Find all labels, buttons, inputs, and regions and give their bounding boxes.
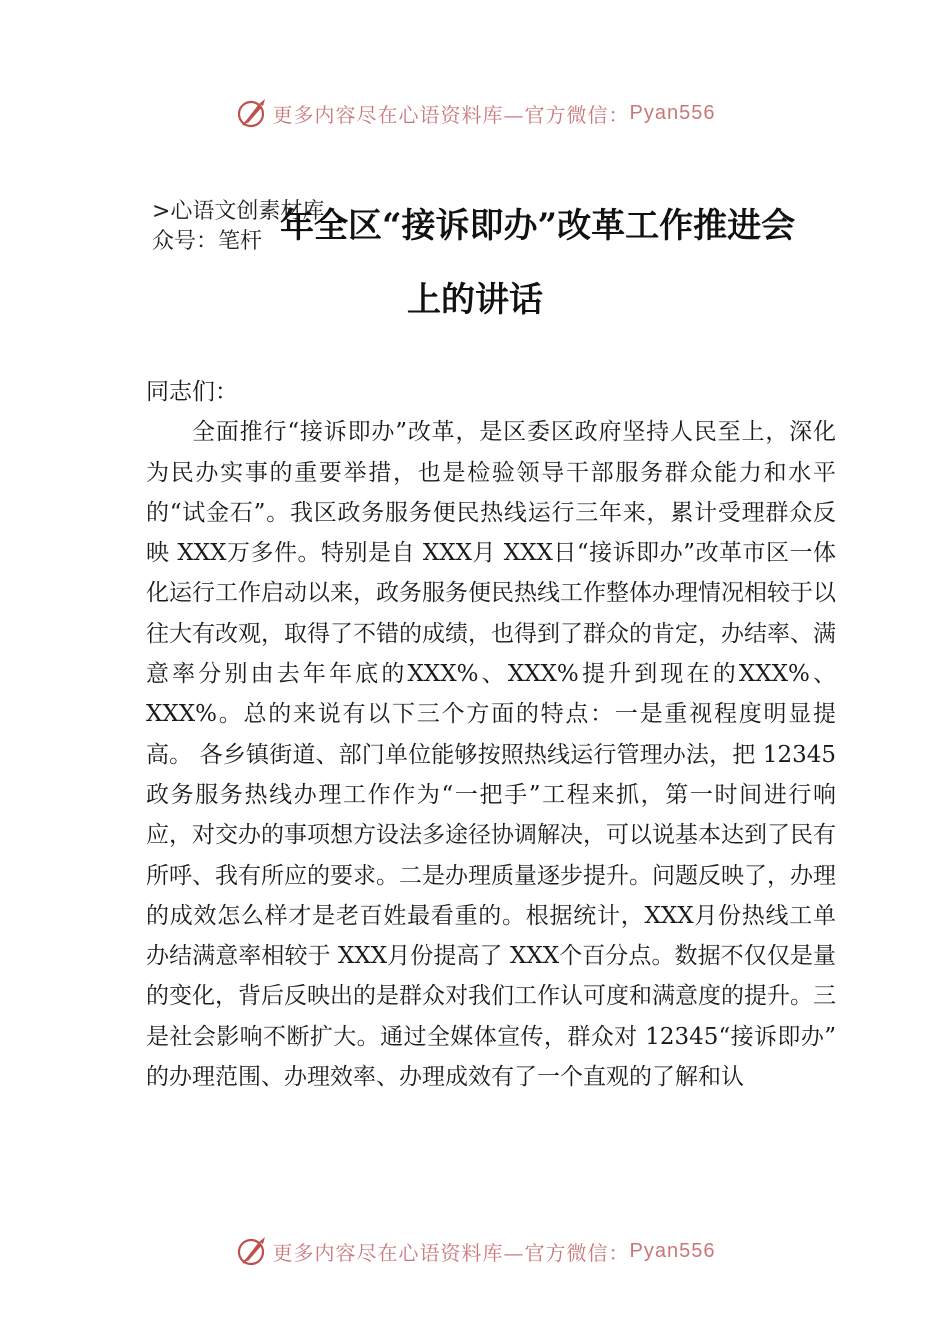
document-body — [146, 372, 836, 1097]
watermark-wechat-id: Pyan556 — [629, 1239, 716, 1262]
watermark-text: 更多内容尽在心语资料库—官方微信： — [272, 102, 630, 127]
header-watermark — [0, 96, 950, 130]
body-paragraph: 全面推行“接诉即办”改革，是区委区政府坚持人民至上，深化为民办实事的重要举措，也是检验领导干部服务群众能力和水平的“试金石”。我区政务服务便民热线运行三年来，累计受理群众反映 XXX万多件。特别是自 XXX月 XXX日“接诉即办”改革市区一体化运行工作启动以来，政务服务便民热线工作整体办理情况相较于以往大有改观，取得了不错的成绩，也得到了群众的肯定，办结率、满意率分别由去年年底的XXX%、XXX%提升到现在的XXX%、XXX%。总的来说有以下三个方面的特点：一是重视程度明显提高。 各乡镇街道、部门单位能够按照热线运行管理办法，把 12345政务服务热线办理工作作为“一把手”工程来抓，第一时间进行响应，对交办的事项想方设法多途径协调解决，可以说基本达到了民有所呼、我有所应的要求。二是办理质量逐步提升。问题反映了，办理的成效怎么样才是老百姓最看重的。根据统计，XXX月份热线工单办结满意率相较于 XXX月份提高了 XXX个百分点。数据不仅仅是量的变化，背后反映出的是群众对我们工作认可度和满意度的提升。三是社会影响不断扩大。通过全媒体宣传，群众对 12345“接诉即办” 的办理范围、办理效率、办理成效有了一个直观的了解和认 — [146, 419, 836, 1091]
overlay-source-line-2: 众号：笔杆 — [152, 229, 263, 254]
document-title-line-1: 年全区“接诉即办”改革工作推进会 — [280, 206, 796, 246]
overlay-source-line-1: >心语文创素材库 — [152, 199, 325, 224]
document-title-line-2: 上的讲话 — [407, 280, 543, 320]
footer-watermark — [0, 1234, 950, 1268]
quill-pen-icon — [235, 1234, 269, 1268]
greeting: 同志们： — [146, 379, 238, 405]
quill-pen-icon — [235, 96, 269, 130]
watermark-text: 更多内容尽在心语资料库—官方微信： — [272, 1240, 630, 1265]
watermark-wechat-id: Pyan556 — [629, 101, 716, 124]
